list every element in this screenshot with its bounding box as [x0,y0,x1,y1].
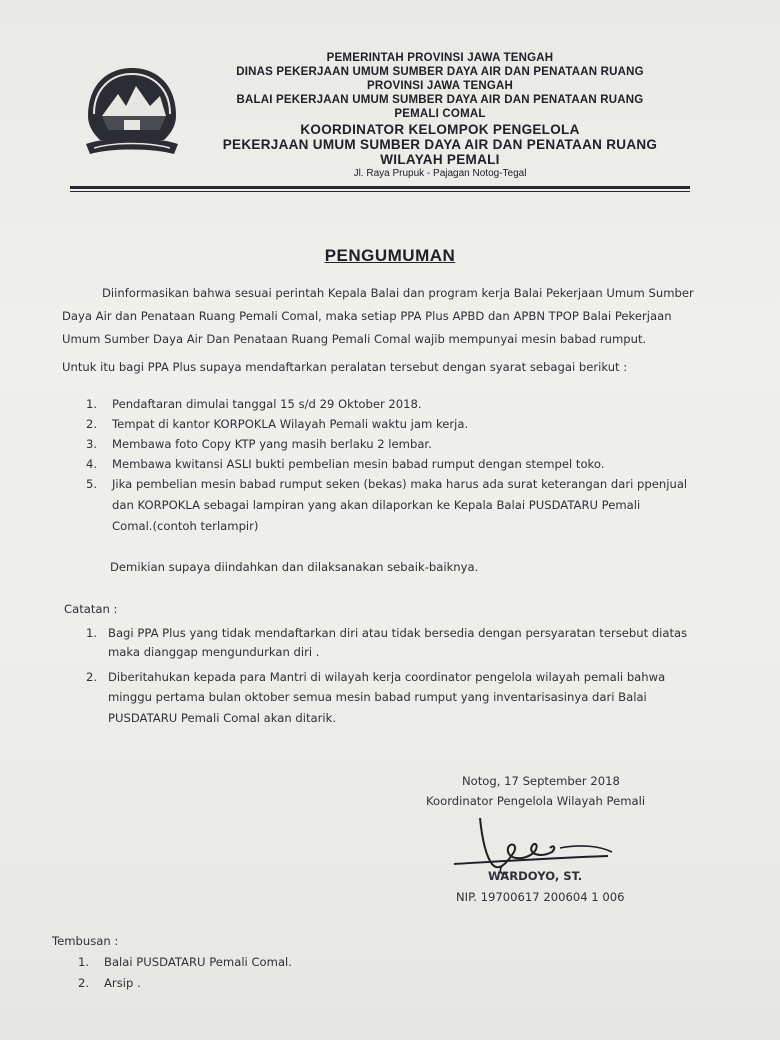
header-address: Jl. Raya Prupuk - Pajagan Notog-Tegal [353,168,527,179]
header-divider [70,186,690,189]
cc-item: Arsip . [104,976,141,990]
intro-line-1: Diinformasikan bahwa sesuai perintah Kepala Balai dan program kerja Balai Pekerjaan Umum Sumber [102,286,694,300]
requirement-text: Comal.(contoh terlampir) [112,519,259,533]
requirement-text: Jika pembelian mesin babad rumput seken (bekas) maka harus ada surat keterangan dari ppenjual [112,477,688,491]
requirement-number: 1. [86,397,98,411]
cc-number: 2. [78,976,90,990]
requirement-number: 3. [86,437,98,451]
notes-label: Catatan : [64,602,118,616]
signatory-name: WARDOYO, ST. [488,869,583,883]
intro-line-3: Umum Sumber Daya Air Dan Penataan Ruang Pemali Comal wajib mempunyai mesin babad rumput. [62,332,647,346]
note-number: 2. [86,670,98,684]
requirement-text: Pendaftaran dimulai tanggal 15 s/d 29 Oktober 2018. [112,397,422,411]
note-text: PUSDATARU Pemali Comal akan ditarik. [108,711,337,725]
requirement-number: 2. [86,417,98,431]
requirement-text: Membawa kwitansi ASLI bukti pembelian mesin babad rumput dengan stempel toko. [112,457,605,471]
place-date: Notog, 17 September 2018 [462,774,620,788]
requirements-lead: Untuk itu bagi PPA Plus supaya mendaftarkan peralatan tersebut dengan syarat sebagai berikut : [62,360,628,374]
requirement-text: Tempat di kantor KORPOKLA Wilayah Pemali waktu jam kerja. [112,417,469,431]
cc-item: Balai PUSDATARU Pemali Comal. [104,955,292,969]
signatory-position: Koordinator Pengelola Wilayah Pemali [426,794,646,808]
header-line-8: WILAYAH PEMALI [380,152,500,167]
province-emblem-icon [80,60,184,164]
requirement-number: 4. [86,457,98,471]
note-text: minggu pertama bulan oktober semua mesin babad rumput yang inventarisasinya dari Balai [108,690,647,704]
note-text: Diberitahukan kepada para Mantri di wilayah kerja coordinator pengelola wilayah pemali bahwa [108,670,666,684]
header-line-5: PEMALI COMAL [394,108,486,120]
note-text: Bagi PPA Plus yang tidak mendaftarkan diri atau tidak bersedia dengan persyaratan tersebut diatas [108,626,688,640]
closing-sentence: Demikian supaya diindahkan dan dilaksanakan sebaik-baiknya. [110,560,479,574]
intro-line-2: Daya Air dan Penataan Ruang Pemali Comal, maka setiap PPA Plus APBD dan APBN TPOP Balai Pekerjaan [62,309,672,323]
header-divider-thin [70,191,690,192]
header-line-2: DINAS PEKERJAAN UMUM SUMBER DAYA AIR DAN PENATAAN RUANG [236,66,644,78]
announcement-title: PENGUMUMAN [324,246,456,265]
requirement-text: Membawa foto Copy KTP yang masih berlaku 2 lembar. [112,437,432,451]
header-line-3: PROVINSI JAWA TENGAH [366,80,514,92]
requirement-text: dan KORPOKLA sebagai lampiran yang akan dilaporkan ke Kepala Balai PUSDATARU Pemali [112,498,641,512]
note-text: maka dianggap mengundurkan diri . [108,645,320,659]
signatory-nip: NIP. 19700617 200604 1 006 [456,890,625,904]
cc-number: 1. [78,955,90,969]
header-line-4: BALAI PEKERJAAN UMUM SUMBER DAYA AIR DAN PENATAAN RUANG [236,94,644,106]
cc-label: Tembusan : [52,934,119,948]
header-line-1: PEMERINTAH PROVINSI JAWA TENGAH [326,52,554,64]
header-line-7: PEKERJAAN UMUM SUMBER DAYA AIR DAN PENATAAN RUANG [222,137,658,152]
header-line-6: KOORDINATOR KELOMPOK PENGELOLA [300,122,580,137]
note-number: 1. [86,626,98,640]
requirement-number: 5. [86,477,98,491]
